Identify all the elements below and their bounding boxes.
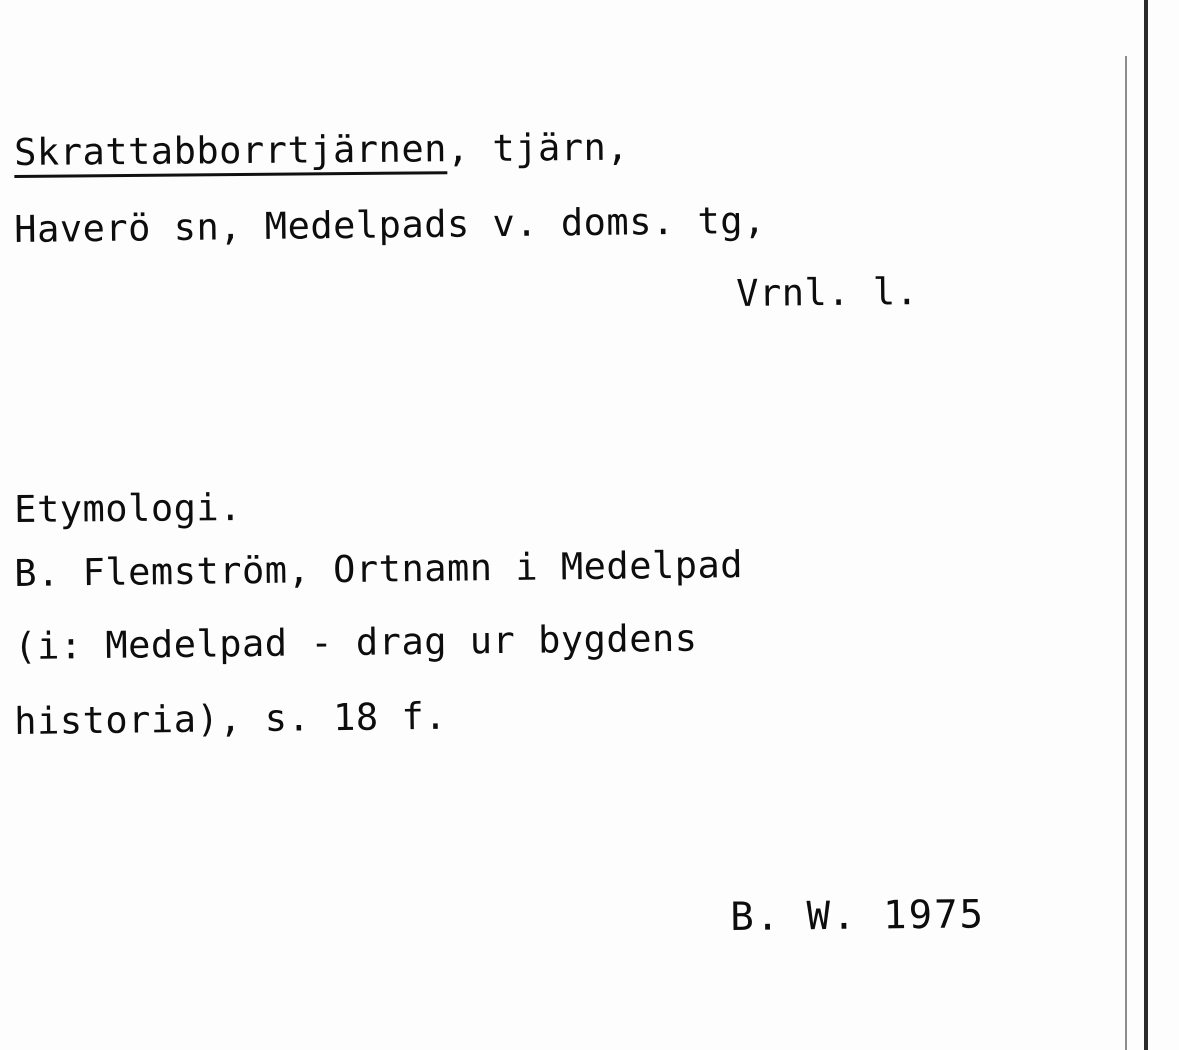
headword: Skrattabborrtjärnen [14, 127, 447, 178]
headword-line [13, 125, 630, 174]
reference-line-1: B. Flemström, Ortnamn i Medelpad [14, 543, 744, 595]
card-inner-edge-line [1125, 56, 1127, 1050]
card-right-edge [1144, 0, 1148, 1050]
headword-suffix: , tjärn, [446, 125, 630, 171]
reference-line-3: historia), s. 18 f. [14, 694, 448, 743]
signature-line: B. W. 1975 [730, 892, 986, 940]
county-line: Vrnl. l. [736, 270, 919, 315]
location-line: Haverö sn, Medelpads v. doms. tg, [14, 198, 767, 251]
reference-line-2: (i: Medelpad - drag ur bygdens [14, 616, 698, 668]
section-label-etymology: Etymologi. [14, 486, 243, 531]
